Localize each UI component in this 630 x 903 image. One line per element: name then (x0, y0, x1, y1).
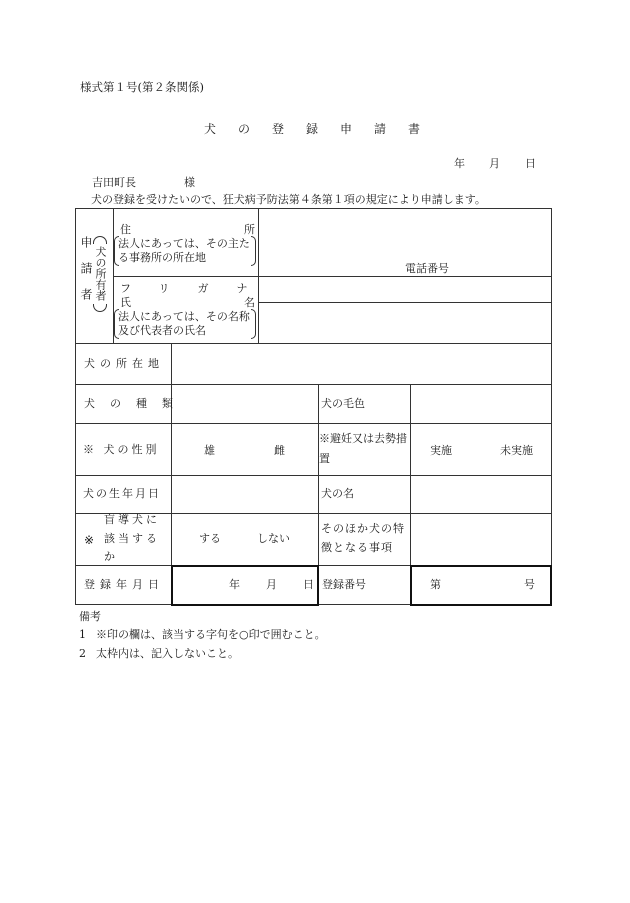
applicant-label: 申請者 (79, 236, 93, 314)
sex-female: 雌 (274, 444, 285, 457)
page-title: 犬の登録申請書 (204, 122, 443, 136)
guide-no: しない (257, 532, 290, 545)
remark-1-text: ※印の欄は、該当する字句を○印で囲むこと。 (96, 628, 326, 641)
address-note-bracket-right (251, 236, 256, 266)
addressee-mayor: 吉田町長 (92, 176, 136, 189)
date-month-label: 月 (489, 157, 500, 170)
address-note: 法人にあっては、その主たる事務所の所在地 (118, 237, 250, 264)
reg-number-label: 登録番号 (322, 578, 366, 591)
address-label: 住 (120, 223, 131, 236)
reg-year: 年 (229, 578, 240, 591)
reg-date-box (171, 565, 319, 606)
coat-color-label: 犬の毛色 (321, 397, 365, 410)
reg-day: 日 (303, 578, 314, 591)
date-year-label: 年 (454, 157, 465, 170)
birth-date-label: 犬の生年月日 (83, 487, 161, 500)
sterilization-not-done: 未実施 (500, 444, 533, 457)
name-label-end: 名 (244, 296, 255, 309)
phone-label: 電話番号 (405, 262, 449, 275)
name-note-bracket-right (251, 309, 256, 339)
reg-date-label: 登録年月日 (84, 578, 164, 591)
sterilization-label: ※避妊又は去勢措置 (319, 432, 407, 465)
sterilization-done: 実施 (430, 444, 452, 457)
remarks-heading: 備考 (79, 610, 101, 623)
sex-label: ※ 犬の性別 (83, 443, 160, 456)
remark-1-num: 1 (79, 628, 86, 641)
guide-mark: ※ (84, 533, 95, 547)
sex-male: 雄 (204, 444, 215, 457)
owner-paren-open (93, 236, 107, 244)
guide-label: 盲導犬に該当するか (104, 512, 160, 564)
features-label: そのほか犬の特徴となる事項 (321, 522, 405, 554)
form-id: 様式第１号(第２条関係) (80, 80, 204, 94)
applicant-sublabel: 犬の所有者 (94, 246, 107, 301)
intro-text: 犬の登録を受けたいので、狂犬病予防法第４条第１項の規定により申請します。 (91, 193, 486, 206)
furigana-label: フリガナ (120, 282, 276, 295)
remark-2-num: 2 (79, 647, 86, 660)
dog-name-label: 犬の名 (321, 487, 354, 500)
guide-yes: する (199, 532, 221, 545)
addressee-honorific: 様 (184, 176, 195, 189)
reg-no-prefix: 第 (430, 578, 441, 591)
location-label: 犬の所在地 (84, 357, 164, 370)
date-day-label: 日 (525, 157, 536, 170)
name-label: 氏 (120, 296, 131, 309)
name-note: 法人にあっては、その名称及び代表者の氏名 (118, 310, 250, 337)
breed-label: 犬の種類 (84, 397, 188, 410)
reg-no-suffix: 号 (524, 578, 535, 591)
address-label-end: 所 (244, 223, 255, 236)
remark-2-text: 太枠内は、記入しないこと。 (96, 647, 239, 660)
reg-month: 月 (266, 578, 277, 591)
